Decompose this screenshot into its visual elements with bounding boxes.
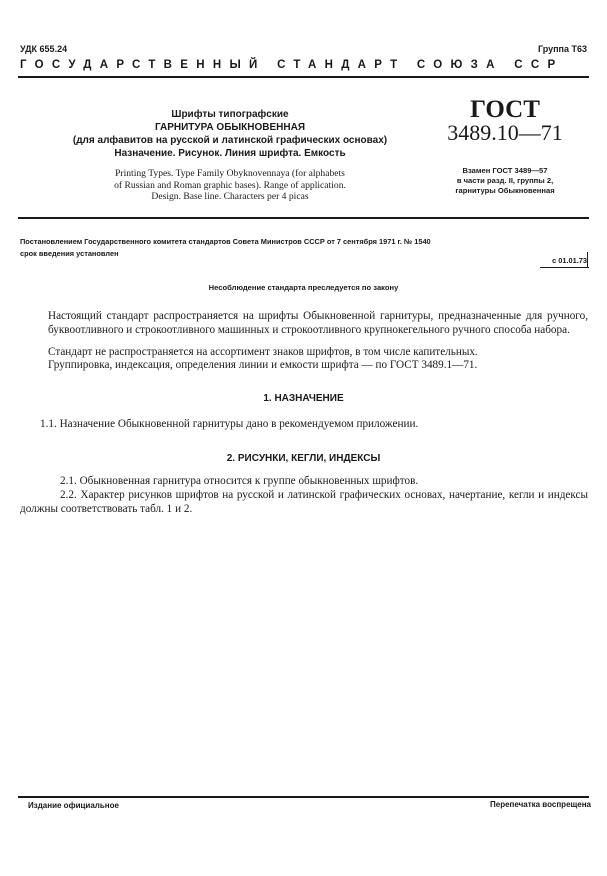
title-en	[40, 168, 420, 203]
section-1-item-1: 1.1. Назначение Обыкновенной гарнитуры дано в рекомендуемом приложении.	[40, 418, 419, 430]
banner-rule	[18, 76, 589, 78]
title-en-line-1: Printing Types. Type Family Obyknovennaya (for alphabets	[115, 168, 345, 179]
decree-line-1: Постановлением Государственного комитета стандартов Совета Министров СССР от 7 сентября 1971 г. № 1540	[20, 237, 431, 246]
decree-date-underline	[540, 267, 589, 268]
footer-rule	[18, 796, 589, 798]
decree-date: с 01.01.73	[552, 256, 587, 265]
gost-label: ГОСТ	[470, 96, 540, 123]
udk-code: УДК 655.24	[20, 44, 68, 54]
footer-official-edition: Издание официальное	[28, 801, 119, 810]
legal-notice: Несоблюдение стандарта преследуется по закону	[208, 283, 399, 292]
gost-number: 3489.10—71	[447, 120, 563, 145]
intro-paragraph-1	[48, 309, 588, 337]
intro-paragraph-3: Группировка, индексация, определения линии и емкости шрифта — по ГОСТ 3489.1—71.	[48, 359, 478, 371]
replaces-note	[430, 166, 580, 196]
decree-line-2: срок введения установлен	[20, 249, 119, 258]
footer-reprint-prohibited: Перепечатка воспрещена	[490, 800, 591, 809]
replaces-line-1: Взамен ГОСТ 3489—57	[462, 166, 548, 175]
section-2-item-1: 2.1. Обыкновенная гарнитура относится к группе обыкновенных шрифтов.	[60, 475, 419, 487]
title-line-2: ГАРНИТУРА ОБЫКНОВЕННАЯ	[154, 122, 306, 133]
title-line-3: (для алфавитов на русской и латинской графических основах)	[72, 135, 388, 146]
section-2-item-2: 2.2. Характер рисунков шрифтов на русской и латинской графических основах, начертание, кегли и индексы должны соответствовать табл. 1 и 2.	[20, 489, 588, 515]
group-code: Группа Т63	[537, 44, 587, 54]
intro-text-1: Настоящий стандарт распространяется на шрифты Обыкновенной гарнитуры, предназначенные для ручного, буквоотливного и строкоотливного машинных и строкоотливного крупнокегельного ручного способа набора.	[48, 310, 588, 336]
intro-paragraph-2: Стандарт не распространяется на ассортимент знаков шрифтов, в том числе капительных.	[48, 346, 478, 358]
replaces-line-2: в части разд. II, группы 2,	[456, 176, 554, 185]
title-ru	[40, 108, 420, 160]
title-line-1: Шрифты типографские	[171, 109, 289, 120]
title-line-4: Назначение. Рисунок. Линия шрифта. Емкость	[114, 148, 346, 159]
title-rule	[18, 217, 589, 219]
replaces-line-3: гарнитуры Обыкновенная	[455, 186, 555, 195]
section-2-heading: 2. РИСУНКИ, КЕГЛИ, ИНДЕКСЫ	[226, 453, 381, 464]
section-1-heading: 1. НАЗНАЧЕНИЕ	[263, 393, 344, 404]
decree-date-bracket	[587, 252, 588, 268]
title-en-line-3: Design. Base line. Characters per 4 picas	[151, 191, 309, 202]
title-en-line-2: of Russian and Roman graphic bases). Range of application.	[114, 179, 346, 191]
standard-banner: ГОСУДАРСТВЕННЫЙ СТАНДАРТ СОЮЗА ССР	[20, 59, 564, 71]
